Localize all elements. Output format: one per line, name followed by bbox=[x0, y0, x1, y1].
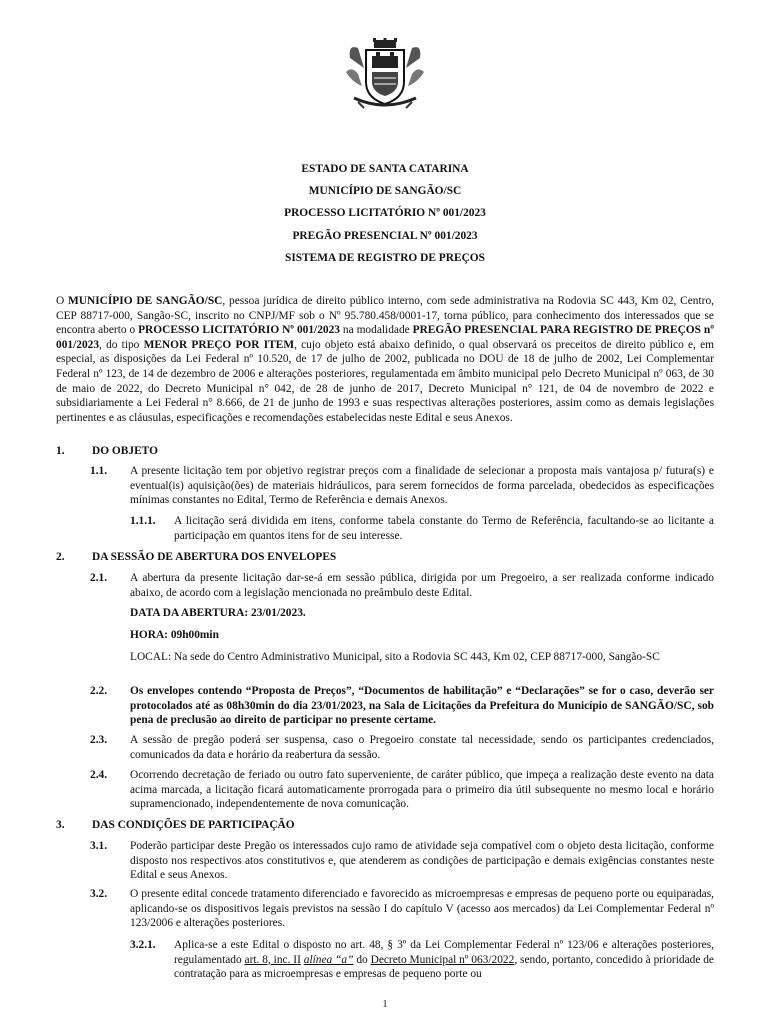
section-title: DA SESSÃO DE ABERTURA DOS ENVELOPES bbox=[92, 551, 337, 563]
section-title: DO OBJETO bbox=[92, 445, 158, 457]
clause-text bbox=[174, 938, 714, 982]
intro-criteria: MENOR PREÇO POR ITEM bbox=[143, 338, 295, 351]
clause-2-1 bbox=[90, 571, 714, 600]
intro-text: , do tipo bbox=[99, 338, 144, 351]
decree-reference: Decreto Municipal nº 063/2022 bbox=[370, 953, 515, 966]
clause-number: 1.1. bbox=[90, 465, 108, 477]
heading-price-registry: SISTEMA DE REGISTRO DE PREÇOS bbox=[284, 251, 486, 264]
intro-process: PROCESSO LICITATÓRIO Nº 001/2023 bbox=[138, 324, 341, 337]
clause-text: O presente edital concede tratamento diferenciado e favorecido as microempresas e empresas de pequeno porte ou equiparadas, aplicando-se os dispositivos legais previstos na sessão I do capítulo V (acesso aos mercados) da Lei Complementar Federal nº 123/2006 e alterações posteriores. bbox=[130, 888, 714, 930]
clause-number: 3.2.1. bbox=[130, 939, 156, 951]
clause-text: Os envelopes contendo “Proposta de Preços”, “Documentos de habilitação” e “Declarações” se for o caso, deverão ser protocolados até as 08h30min do dia 23/01/2023, na Sala de Licitações da Prefeitura do Município de SANGÃO/SC, sob pena de preclusão ao direito de participar no presente certame. bbox=[130, 685, 714, 727]
intro-text: na modalidade bbox=[340, 324, 413, 337]
section-number: 2. bbox=[56, 551, 65, 563]
clause-1-1 bbox=[90, 464, 714, 508]
intro-paragraph bbox=[56, 294, 714, 425]
clause-number: 3.2. bbox=[90, 888, 108, 900]
clause-number: 2.3. bbox=[90, 734, 108, 746]
clause-number: 2.1. bbox=[90, 572, 108, 584]
opening-location: LOCAL: Na sede do Centro Administrativo Municipal, sito a Rodovia SC 443, Km 02, CEP 88717-000, Sangão-SC bbox=[130, 651, 660, 663]
clause-text: A licitação será dividida em itens, conforme tabela constante do Termo de Referência, facultando-se ao licitante a participação em quantos itens for de seu interesse. bbox=[174, 515, 714, 542]
opening-date: DATA DA ABERTURA: 23/01/2023. bbox=[130, 607, 306, 619]
heading-municipality: MUNICÍPIO DE SANGÃO/SC bbox=[308, 185, 462, 198]
clause-2-2 bbox=[90, 684, 714, 728]
heading-state: ESTADO DE SANTA CATARINA bbox=[301, 163, 469, 175]
clause-text-part: Aplica-se a este Edital o disposto no art. 48, § 3º da Lei Complementar Federal nº 123/06 e alterações posteriores, regulamentado bbox=[174, 939, 714, 966]
clause-1-1-1 bbox=[130, 514, 714, 543]
section-title: DAS CONDIÇÕES DE PARTICIPAÇÃO bbox=[92, 819, 295, 831]
section-number: 3. bbox=[56, 819, 65, 831]
opening-hour: HORA: 09h00min bbox=[130, 629, 219, 641]
clause-text: A abertura da presente licitação dar-se-á em sessão pública, dirigida por um Pregoeiro, a ser realizada conforme indicado abaixo, de acordo com a legislação mencionada no preâmbulo deste Edital. bbox=[130, 572, 714, 599]
municipal-coat-of-arms-icon bbox=[344, 38, 426, 110]
clause-3-2-1 bbox=[130, 938, 714, 982]
clause-3-2 bbox=[90, 887, 714, 931]
clause-2-3 bbox=[90, 733, 714, 762]
intro-municipality: MUNICÍPIO DE SANGÃO/SC bbox=[68, 295, 223, 307]
clause-text-part: , sendo, portanto, concedido à prioridade de contratação para as microempresas e empresas de pequeno porte ou bbox=[174, 953, 714, 981]
document-heading bbox=[0, 162, 770, 273]
law-subparagraph-reference: alínea “a” bbox=[303, 953, 354, 966]
clause-text: Ocorrendo decretação de feriado ou outro fato superveniente, de caráter público, que impeça a realização deste evento na data acima marcada, a licitação ficará automaticamente prorrogada para o primeiro dia útil subsequente no mesmo local e horário supramencionado, independentemente de nova comunicação. bbox=[130, 769, 714, 811]
law-article-reference: art. 8, inc. II bbox=[244, 953, 301, 966]
clause-2-4 bbox=[90, 768, 714, 812]
clause-text: Poderão participar deste Pregão os interessados cujo ramo de atividade seja compatível com o objeto desta licitação, conforme disposto nos respectivos atos constitutivos e, que atenderem as condições de participação e demais exigências constantes neste Edital e seus Anexos. bbox=[130, 840, 714, 882]
clause-text-part: do bbox=[353, 953, 371, 966]
clause-number: 3.1. bbox=[90, 840, 108, 852]
intro-text: O bbox=[56, 295, 69, 307]
clause-number: 2.2. bbox=[90, 685, 108, 697]
clause-text: A sessão de pregão poderá ser suspensa, caso o Pregoeiro constate tal necessidade, sendo os participantes credenciados, comunicados da data e horário da reabertura da sessão. bbox=[130, 734, 714, 761]
intro-text: , pessoa jurídica de direito público interno, com sede administrativa na Rodovia SC 443, Km 02, Centro, CEP 88717-000, Sangão-SC, inscrito no CNPJ/MF sob o Nº 95.780.458/0001-17, torna público, para conhecimento dos interessados que se encontra aberto o bbox=[56, 295, 715, 337]
heading-process-number: PROCESSO LICITATÓRIO Nº 001/2023 bbox=[284, 207, 486, 220]
clause-number: 2.4. bbox=[90, 769, 108, 781]
clause-number: 1.1.1. bbox=[130, 515, 156, 527]
intro-text: , cujo objeto está abaixo definido, o qual observará os preceitos de direito público e, em especial, as disposições da Lei Federal nº 10.520, de 17 de julho de 2002, publicada no DOU de 18 de julho de 2002, Lei Complementar Federal nº 123, de 14 de dezembro de 2006 e alterações posteriores, regulamentada em âmbito municipal pelo Decreto Municipal nº 063, de 30 de maio de 2022, do Decreto Municipal n° 042, de 28 de junho de 2017, Decreto Municipal n° 121, de 04 de novembro de 2022 e subsidiariamente a Lei Federal n° 8.666, de 21 de junho de 1993 e suas respectivas alterações posteriores, assim como as demais legislações pertinentes e as cláusulas, especificações e recomendações estabelecidas neste Edital e seus Anexos. bbox=[56, 338, 714, 424]
page-number: 1 bbox=[382, 999, 388, 1010]
clause-3-1 bbox=[90, 839, 714, 883]
clause-text: A presente licitação tem por objetivo registrar preços com a finalidade de selecionar a proposta mais vantajosa p/ futura(s) e eventual(is) aquisição(ões) de materiais hidráulicos, para serem fornecidos de forma parcelada, obedecidos as especificações mínimas constantes no Edital, Termo de Referência e demais Anexos. bbox=[130, 465, 714, 507]
section-number: 1. bbox=[56, 445, 65, 457]
intro-modality: PREGÃO PRESENCIAL PARA REGISTRO DE PREÇOS nº 001/2023 bbox=[56, 324, 714, 351]
heading-auction-number: PREGÃO PRESENCIAL Nº 001/2023 bbox=[292, 229, 478, 242]
